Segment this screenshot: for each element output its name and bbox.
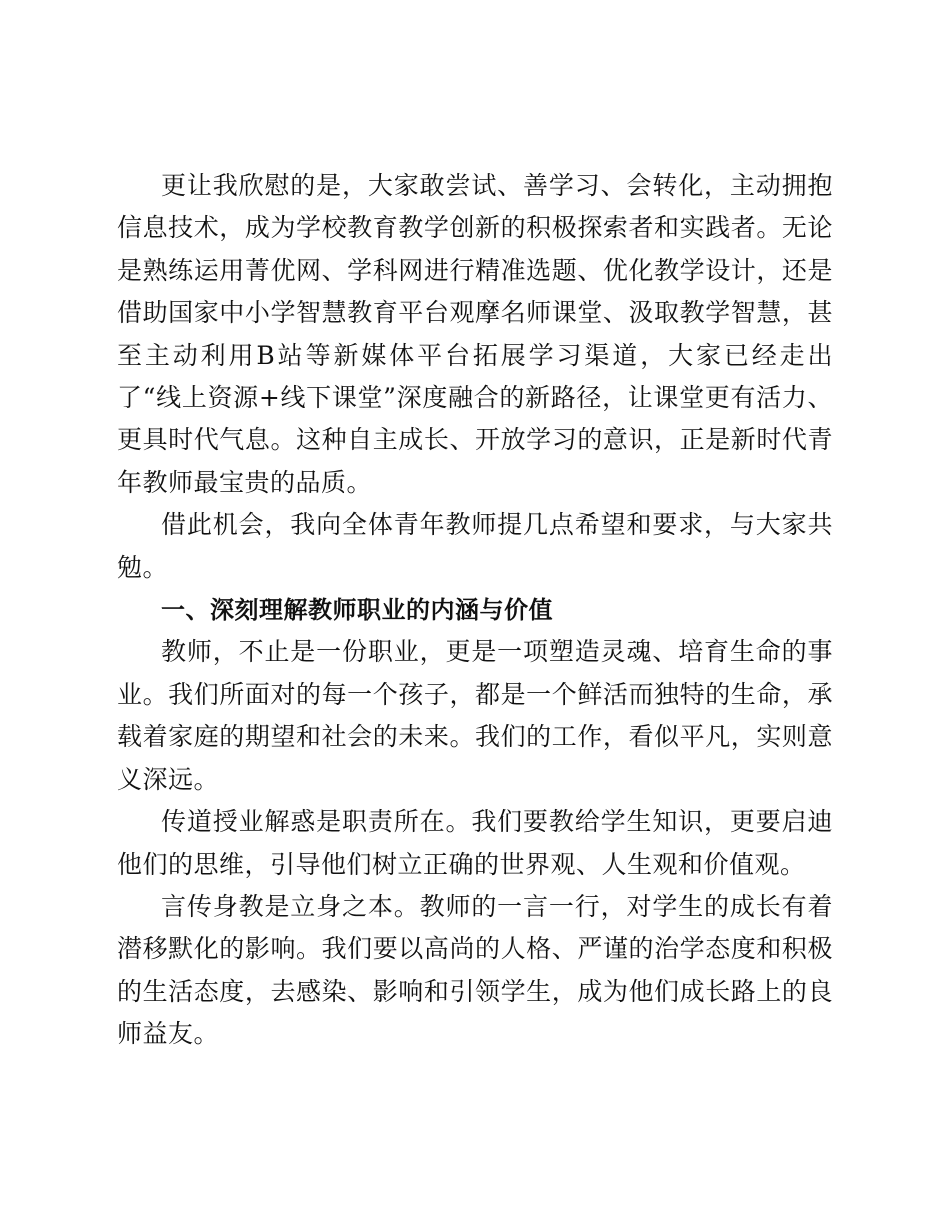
paragraph-example: 言传身教是立身之本。教师的一言一行，对学生的成长有着潜移默化的影响。我们要以高尚的人格、严谨的治学态度和积极的生活态度，去感染、影响和引领学生，成为他们成长路上的良师益友。 — [117, 891, 833, 1049]
document-body — [117, 165, 833, 1056]
paragraph-expectations: 借此机会，我向全体青年教师提几点希望和要求，与大家共勉。 — [117, 510, 833, 582]
section-heading: 一、深刻理解教师职业的内涵与价值 — [161, 596, 553, 625]
paragraph-duty: 传道授业解惑是职责所在。我们要教给学生知识，更要启迪他们的思维，引导他们树立正确的世界观、人生观和价值观。 — [117, 807, 833, 879]
paragraph-innovation: 更让我欣慰的是，大家敢尝试、善学习、会转化，主动拥抱信息技术，成为学校教育教学创新的积极探索者和实践者。无论是熟练运用菁优网、学科网进行精准选题、优化教学设计，还是借助国家中小学智慧教育平台观摩名师课堂、汲取教学智慧，甚至主动利用B站等新媒体平台拓展学习渠道，大家已经走出了“线上资源+线下课堂”深度融合的新路径，让课堂更有活力、更具时代气息。这种自主成长、开放学习的意识，正是新时代青年教师最宝贵的品质。 — [117, 171, 833, 497]
paragraph-teacher-career: 教师，不止是一份职业，更是一项塑造灵魂、培育生命的事业。我们所面对的每一个孩子，都是一个鲜活而独特的生命，承载着家庭的期望和社会的未来。我们的工作，看似平凡，实则意义深远。 — [117, 637, 833, 794]
